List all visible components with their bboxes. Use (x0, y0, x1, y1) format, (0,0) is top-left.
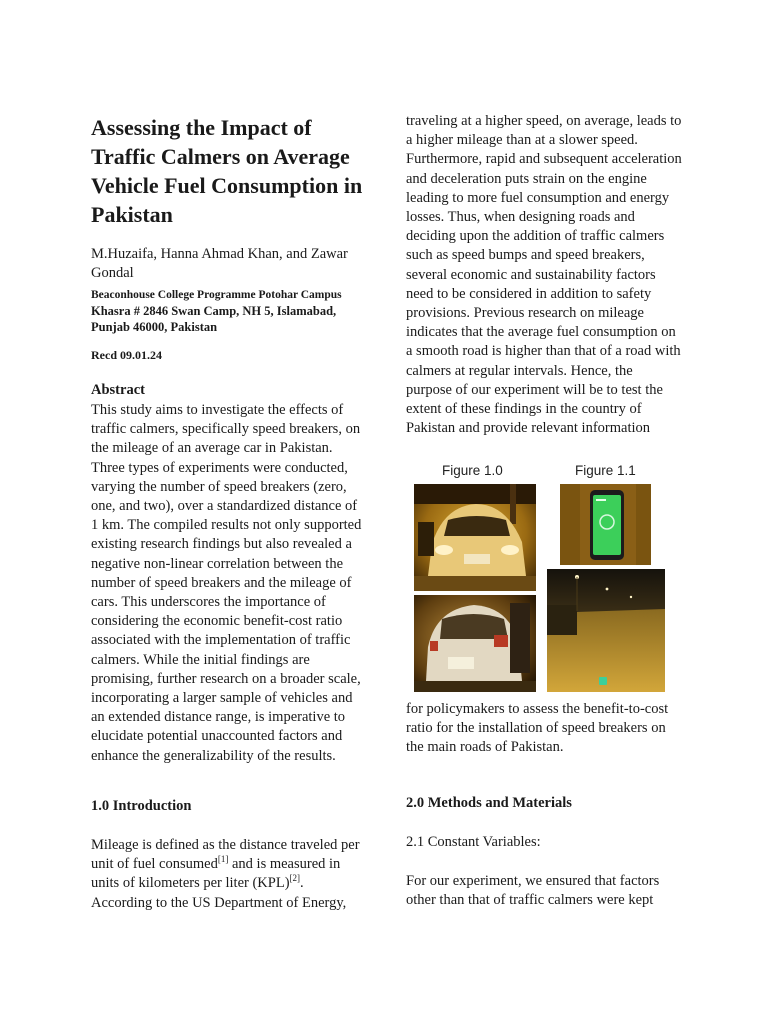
figure-caption-1-1: Figure 1.1 (575, 463, 636, 478)
intro-text-part-b: and is measured in units of kilometers per liter (KPL) (91, 856, 341, 892)
intro-text-part-c: . According to the US Department of Energy, (91, 875, 347, 911)
affiliation (91, 287, 361, 335)
citation-2[interactable]: [2] (289, 873, 301, 884)
received-date: Recd 09.01.24 (91, 348, 162, 362)
photo-car-front (414, 484, 536, 591)
affiliation-institution: Beaconhouse College Programme Potohar Campus (91, 289, 342, 301)
constant-variables-subheading: 2.1 Constant Variables: (406, 834, 541, 850)
affiliation-address: Khasra # 2846 Swan Camp, NH 5, Islamabad, Punjab 46000, Pakistan (91, 304, 337, 334)
intro-text-part-a: Mileage is defined as the distance traveled per unit of fuel consumed (91, 837, 360, 873)
author-list: M.Huzaifa, Hanna Ahmad Khan, and Zawar Gondal (91, 246, 348, 281)
citation-1[interactable]: [1] (217, 854, 229, 865)
photo-car-rear (414, 595, 536, 692)
photo-phone-screen (560, 484, 651, 565)
photo-road-night (547, 569, 665, 692)
abstract-text: This study aims to investigate the effects of traffic calmers, specifically speed breakers, on the mileage of an average car in Pakistan. Three types of experiments were conducted, varying the number of speed breakers (zero, one, and two), over a standardized distance of 1 km. The compiled results not only supported existing research findings but also revealed a negative non-linear correlation between the number of speed breakers and the mileage of cars. This underscores the importance of considering the economic benefit-cost ratio associated with the implementation of traffic calmers. While the initial findings are promising, further research on a broader scale, incorporating a larger sample of vehicles and an extended distance range, is imperative to elucidate potential unaccounted factors and enhance the generalizability of the results. (91, 402, 362, 764)
paper-title: Assessing the Impact of Traffic Calmers on Average Vehicle Fuel Consumption in Pakistan (91, 115, 363, 227)
right-column-after-figure-text: for policymakers to assess the benefit-to-cost ratio for the installation of speed breakers on the main roads of Pakistan. (406, 701, 669, 756)
abstract-heading: Abstract (91, 382, 145, 398)
right-column-continued-text: traveling at a higher speed, on average, leads to a higher mileage than at a slower speed. Furthermore, rapid and subsequent acceleration and deceleration puts strain on the engine leading to more fuel consumption and energy losses. Thus, when designing roads and deciding upon the addition of traffic calmers such as speed bumps and speed breakers, several economic and sustainability factors need to be considered in addition to safety provisions. Previous research on mileage indicates that the average fuel consumption on a smooth road is higher than that of a road with calmers at regular intervals. Hence, the purpose of our experiment will be to test the extent of these findings in the country of Pakistan and provide relevant information (406, 113, 682, 437)
introduction-text (91, 836, 363, 913)
methods-heading: 2.0 Methods and Materials (406, 795, 572, 811)
introduction-heading: 1.0 Introduction (91, 798, 192, 814)
figure-caption-1-0: Figure 1.0 (442, 463, 503, 478)
methods-text: For our experiment, we ensured that factors other than that of traffic calmers were kept (406, 873, 660, 909)
